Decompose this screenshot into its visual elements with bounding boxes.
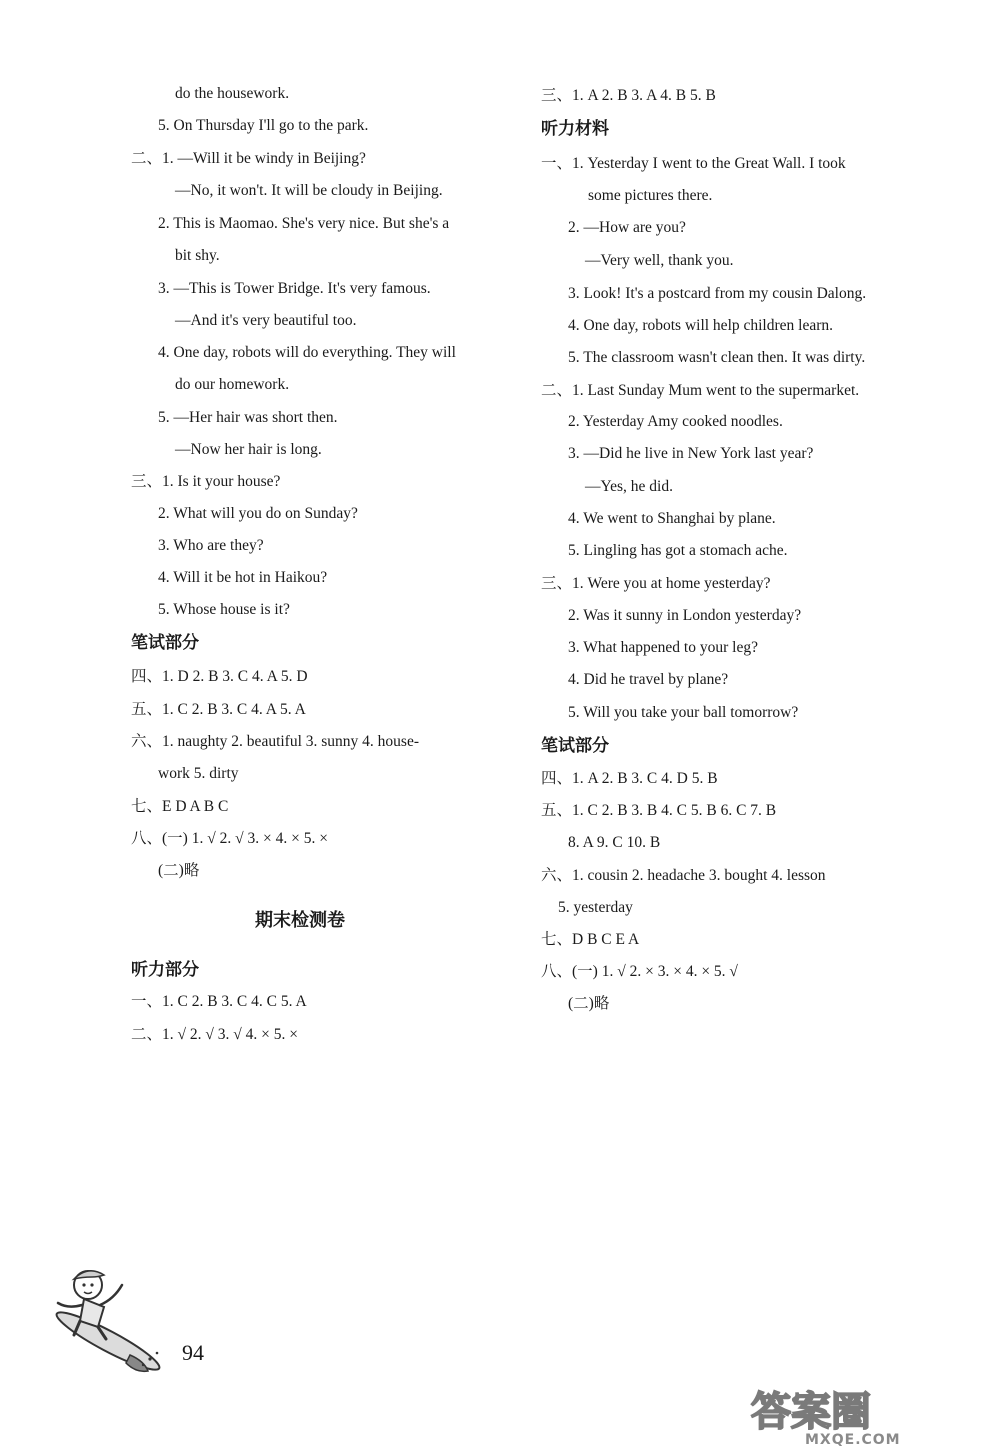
answer-line: 八、(一) 1. √ 2. √ 3. × 4. × 5. × — [131, 830, 328, 847]
section-heading-written: 笔试部分 — [131, 633, 199, 653]
answer-line: do our homework. — [175, 376, 290, 393]
material-line: 2. —How are you? — [568, 219, 686, 236]
answer-line: 4. One day, robots will do everything. They will — [158, 344, 456, 361]
answer-circle-watermark-icon — [745, 1385, 995, 1433]
answer-line: 3. Who are they? — [158, 537, 264, 554]
material-line: 2. Was it sunny in London yesterday? — [568, 607, 802, 624]
answer-line: (二)略 — [568, 995, 610, 1012]
material-line: —Yes, he did. — [585, 478, 673, 495]
answer-line: 5. Whose house is it? — [158, 601, 290, 618]
answer-line: 八、(一) 1. √ 2. × 3. × 4. × 5. √ — [541, 963, 738, 980]
surfer-mascot-icon — [30, 1255, 170, 1375]
answer-line: 5. yesterday — [558, 899, 633, 916]
answer-line: work 5. dirty — [158, 765, 239, 782]
answer-line: 五、1. C 2. B 3. B 4. C 5. B 6. C 7. B — [541, 802, 777, 819]
answer-line: 四、1. A 2. B 3. C 4. D 5. B — [541, 770, 718, 787]
answer-line: 三、1. Is it your house? — [131, 473, 281, 490]
material-line: 3. —Did he live in New York last year? — [568, 445, 814, 462]
page-number: 94 — [182, 1340, 204, 1365]
section-heading-listening: 听力部分 — [131, 960, 199, 980]
material-line: 2. Yesterday Amy cooked noodles. — [568, 413, 783, 430]
answer-line: 2. This is Maomao. She's very nice. But she's a — [158, 215, 450, 232]
material-line: 4. We went to Shanghai by plane. — [568, 510, 776, 527]
material-line: 5. Lingling has got a stomach ache. — [568, 542, 788, 559]
answer-line: 七、D B C E A — [541, 931, 640, 948]
answer-line: 六、1. cousin 2. headache 3. bought 4. lesson — [541, 867, 826, 884]
watermark-url: MXQE.COM — [805, 1432, 901, 1448]
material-line: 3. What happened to your leg? — [568, 639, 758, 656]
answer-line: —And it's very beautiful too. — [175, 312, 357, 329]
answer-line: 七、E D A B C — [131, 798, 229, 815]
watermark-logo-text: 答案圈 — [751, 1389, 871, 1433]
answer-line: 六、1. naughty 2. beautiful 3. sunny 4. house- — [131, 733, 420, 750]
material-line: some pictures there. — [588, 187, 713, 204]
answer-line: 四、1. D 2. B 3. C 4. A 5. D — [131, 668, 308, 685]
answer-line: bit shy. — [175, 247, 220, 264]
answer-line: 一、1. C 2. B 3. C 4. C 5. A — [131, 993, 307, 1010]
answer-line: 4. Will it be hot in Haikou? — [158, 569, 328, 586]
answer-line: do the housework. — [175, 85, 290, 102]
material-line: 5. The classroom wasn't clean then. It was dirty. — [568, 349, 866, 366]
answer-line: 5. On Thursday I'll go to the park. — [158, 117, 369, 134]
material-line: 4. One day, robots will help children learn. — [568, 317, 834, 334]
answer-line: —Now her hair is long. — [175, 441, 322, 458]
final-exam-title: 期末检测卷 — [255, 910, 345, 931]
answer-line: 3. —This is Tower Bridge. It's very famous. — [158, 280, 431, 297]
material-line: 3. Look! It's a postcard from my cousin Dalong. — [568, 285, 867, 302]
material-line: 5. Will you take your ball tomorrow? — [568, 704, 799, 721]
answer-line: 二、1. √ 2. √ 3. √ 4. × 5. × — [131, 1026, 299, 1043]
material-line: —Very well, thank you. — [585, 252, 734, 269]
material-line: 4. Did he travel by plane? — [568, 671, 729, 688]
answer-line: 8. A 9. C 10. B — [568, 834, 661, 851]
material-line: 二、1. Last Sunday Mum went to the supermarket. — [541, 382, 860, 399]
answer-line: (二)略 — [158, 862, 200, 879]
answer-line: 三、1. A 2. B 3. A 4. B 5. B — [541, 87, 716, 104]
material-line: 一、1. Yesterday I went to the Great Wall. I took — [541, 155, 846, 172]
section-heading-written: 笔试部分 — [541, 736, 609, 756]
material-line: 三、1. Were you at home yesterday? — [541, 575, 771, 592]
answer-line: 五、1. C 2. B 3. C 4. A 5. A — [131, 701, 306, 718]
answer-line: —No, it won't. It will be cloudy in Beijing. — [175, 182, 443, 199]
section-heading-material: 听力材料 — [541, 119, 609, 139]
answer-line: 5. —Her hair was short then. — [158, 409, 338, 426]
answer-line: 2. What will you do on Sunday? — [158, 505, 358, 522]
answer-line: 二、1. —Will it be windy in Beijing? — [131, 150, 366, 167]
